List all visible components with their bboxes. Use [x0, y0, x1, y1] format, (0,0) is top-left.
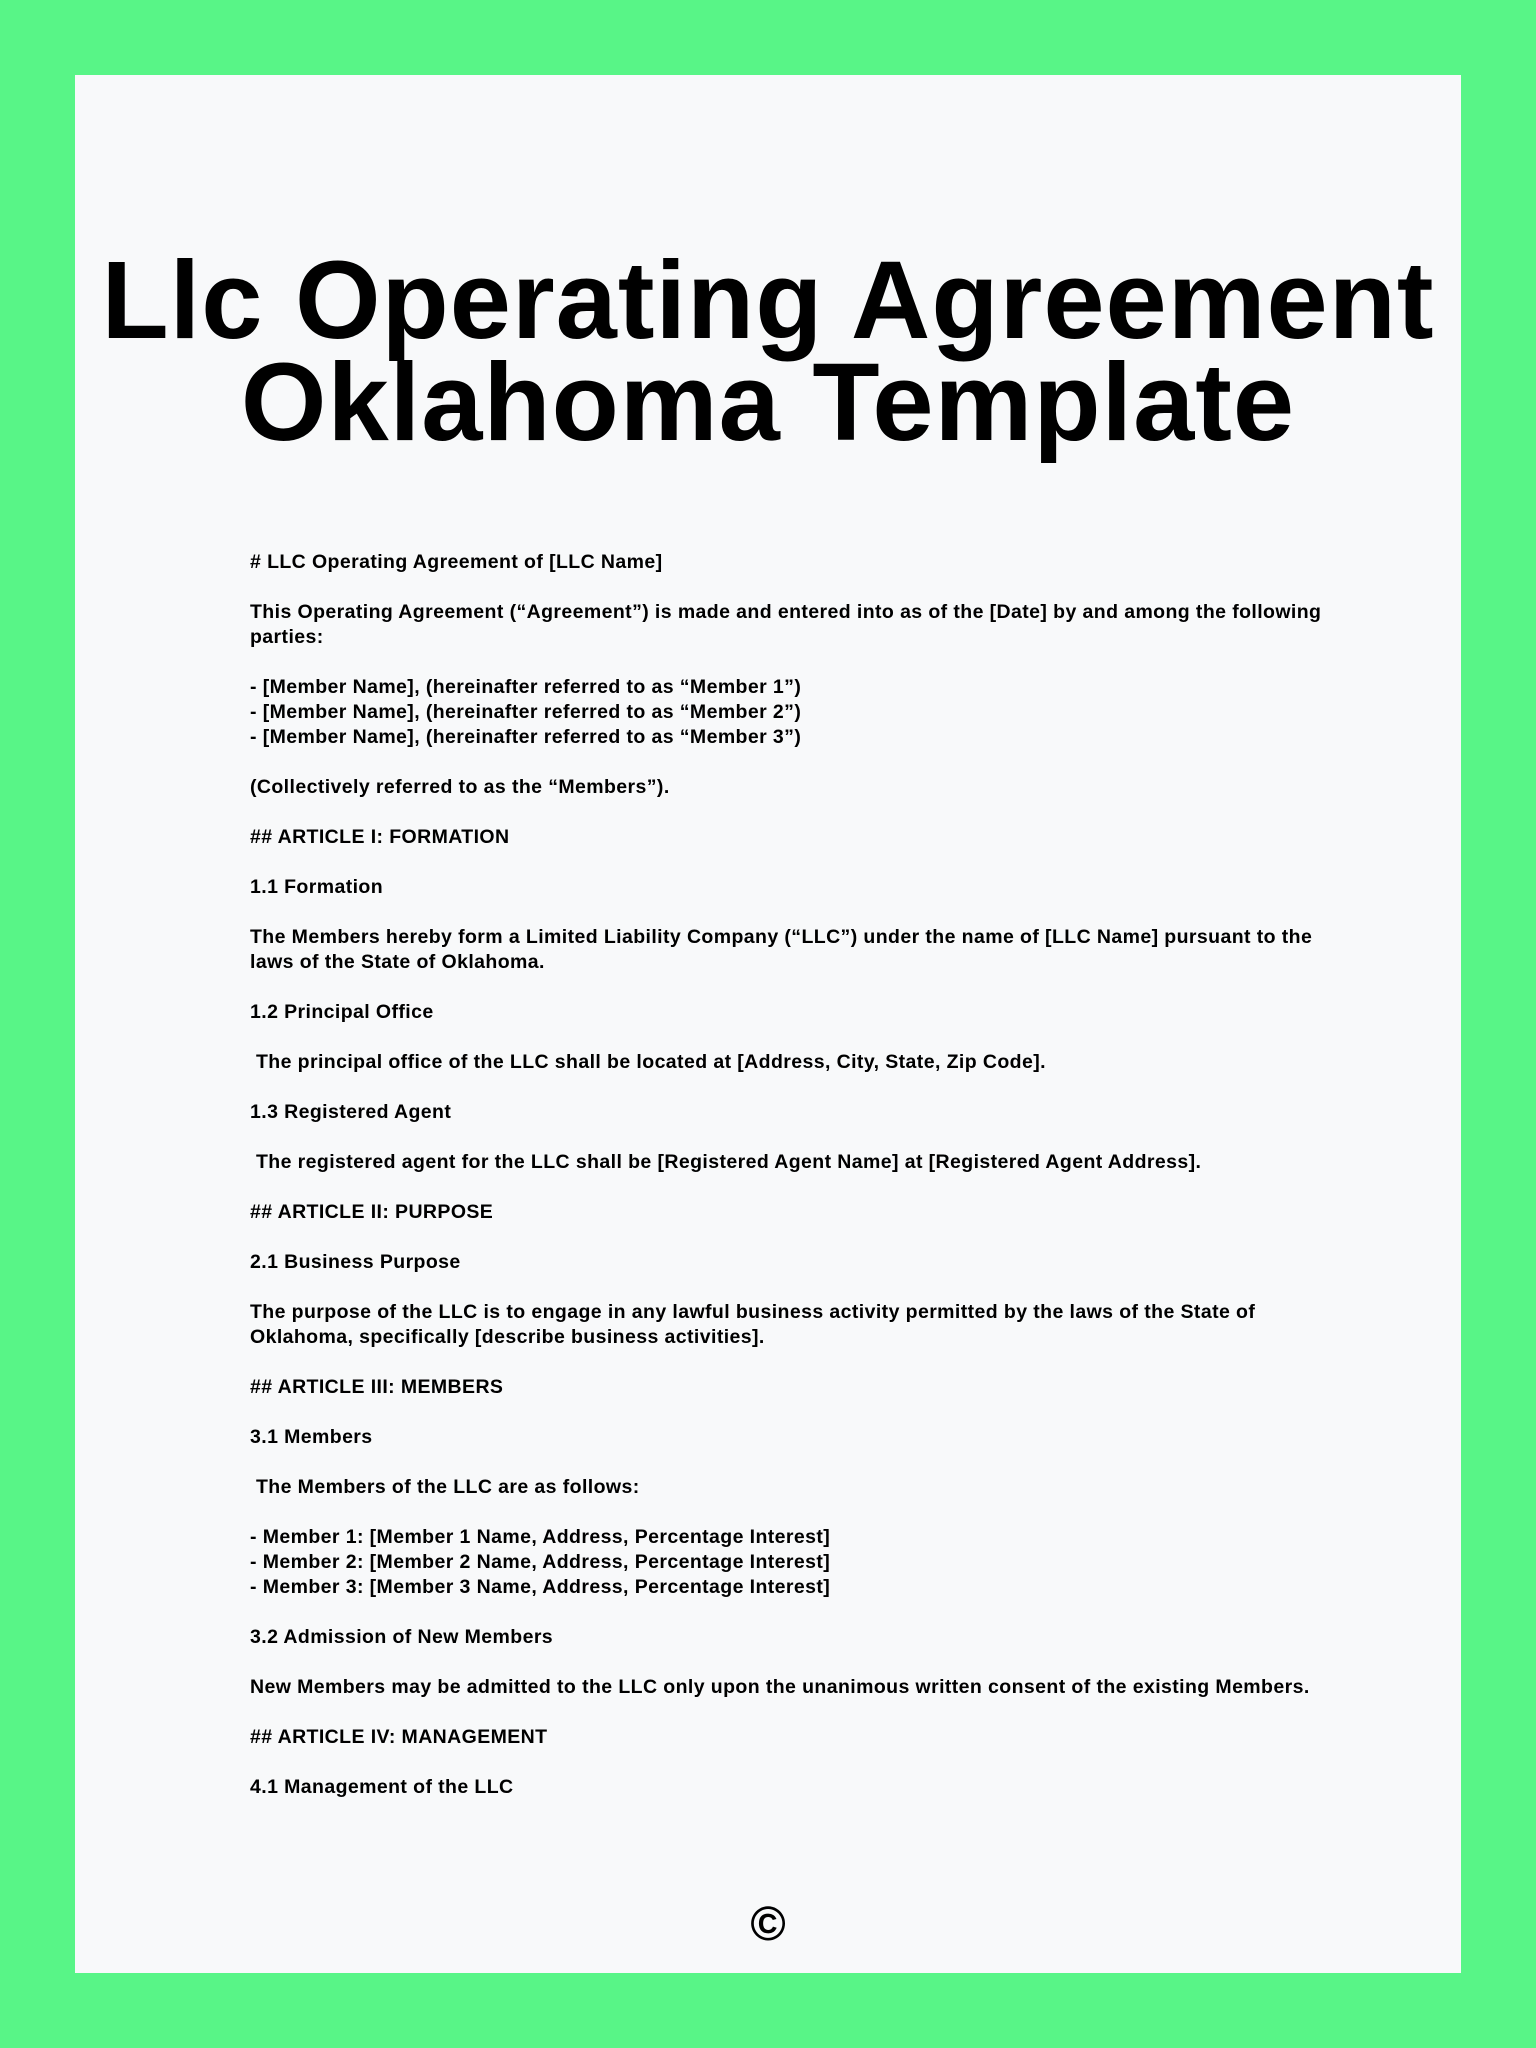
- section-3-1-title: 3.1 Members: [250, 1426, 373, 1448]
- section-1-2-text: The principal office of the LLC shall be located at [Address, City, State, Zip Code].: [256, 1051, 1046, 1073]
- section-1-1-text: The Members hereby form a Limited Liability Company (“LLC”) under the name of [LLC Name] pursuant to the laws of the State of Oklahoma.: [250, 926, 1319, 973]
- list-item: - [Member Name], (hereinafter referred to as “Member 2”): [250, 701, 802, 723]
- list-item: - [Member Name], (hereinafter referred to as “Member 3”): [250, 726, 802, 748]
- article-2-heading: ## ARTICLE II: PURPOSE: [250, 1201, 494, 1223]
- section-1-3-title: 1.3 Registered Agent: [250, 1101, 452, 1123]
- agreement-body: [250, 550, 1360, 1825]
- section-3-2-text: New Members may be admitted to the LLC only upon the unanimous written consent of the existing Members.: [250, 1676, 1310, 1698]
- list-item: - Member 1: [Member 1 Name, Address, Percentage Interest]: [250, 1526, 831, 1548]
- document-page: [75, 75, 1461, 1973]
- doc-heading: # LLC Operating Agreement of [LLC Name]: [250, 551, 663, 573]
- copyright-icon: ©: [750, 1898, 786, 1951]
- parties-list: [250, 675, 1360, 750]
- list-item: - [Member Name], (hereinafter referred to as “Member 1”): [250, 676, 802, 698]
- section-3-2-title: 3.2 Admission of New Members: [250, 1626, 554, 1648]
- list-item: - Member 2: [Member 2 Name, Address, Percentage Interest]: [250, 1551, 831, 1573]
- article-4-heading: ## ARTICLE IV: MANAGEMENT: [250, 1726, 548, 1748]
- section-2-1-title: 2.1 Business Purpose: [250, 1251, 461, 1273]
- section-1-3-text: The registered agent for the LLC shall be [Registered Agent Name] at [Registered Agent Address].: [256, 1151, 1202, 1173]
- section-1-1-title: 1.1 Formation: [250, 876, 384, 898]
- page-title: [75, 239, 1461, 464]
- members-list: [250, 1525, 1360, 1600]
- list-item: - Member 3: [Member 3 Name, Address, Percentage Interest]: [250, 1576, 831, 1598]
- section-3-1-text: The Members of the LLC are as follows:: [256, 1476, 640, 1498]
- section-1-2-title: 1.2 Principal Office: [250, 1001, 434, 1023]
- title-line-2: Oklahoma Template: [240, 341, 1296, 464]
- article-1-heading: ## ARTICLE I: FORMATION: [250, 826, 510, 848]
- section-2-1-text: The purpose of the LLC is to engage in any lawful business activity permitted by the laws of the State of Oklahoma, specifically [describe business activities].: [250, 1301, 1262, 1348]
- collective-paragraph: (Collectively referred to as the “Members”).: [250, 776, 670, 798]
- intro-paragraph: This Operating Agreement (“Agreement”) is made and entered into as of the [Date] by and among the following parties:: [250, 601, 1328, 648]
- article-3-heading: ## ARTICLE III: MEMBERS: [250, 1376, 504, 1398]
- section-4-1-title: 4.1 Management of the LLC: [250, 1776, 514, 1798]
- title-line-1: Llc Operating Agreement: [101, 239, 1435, 362]
